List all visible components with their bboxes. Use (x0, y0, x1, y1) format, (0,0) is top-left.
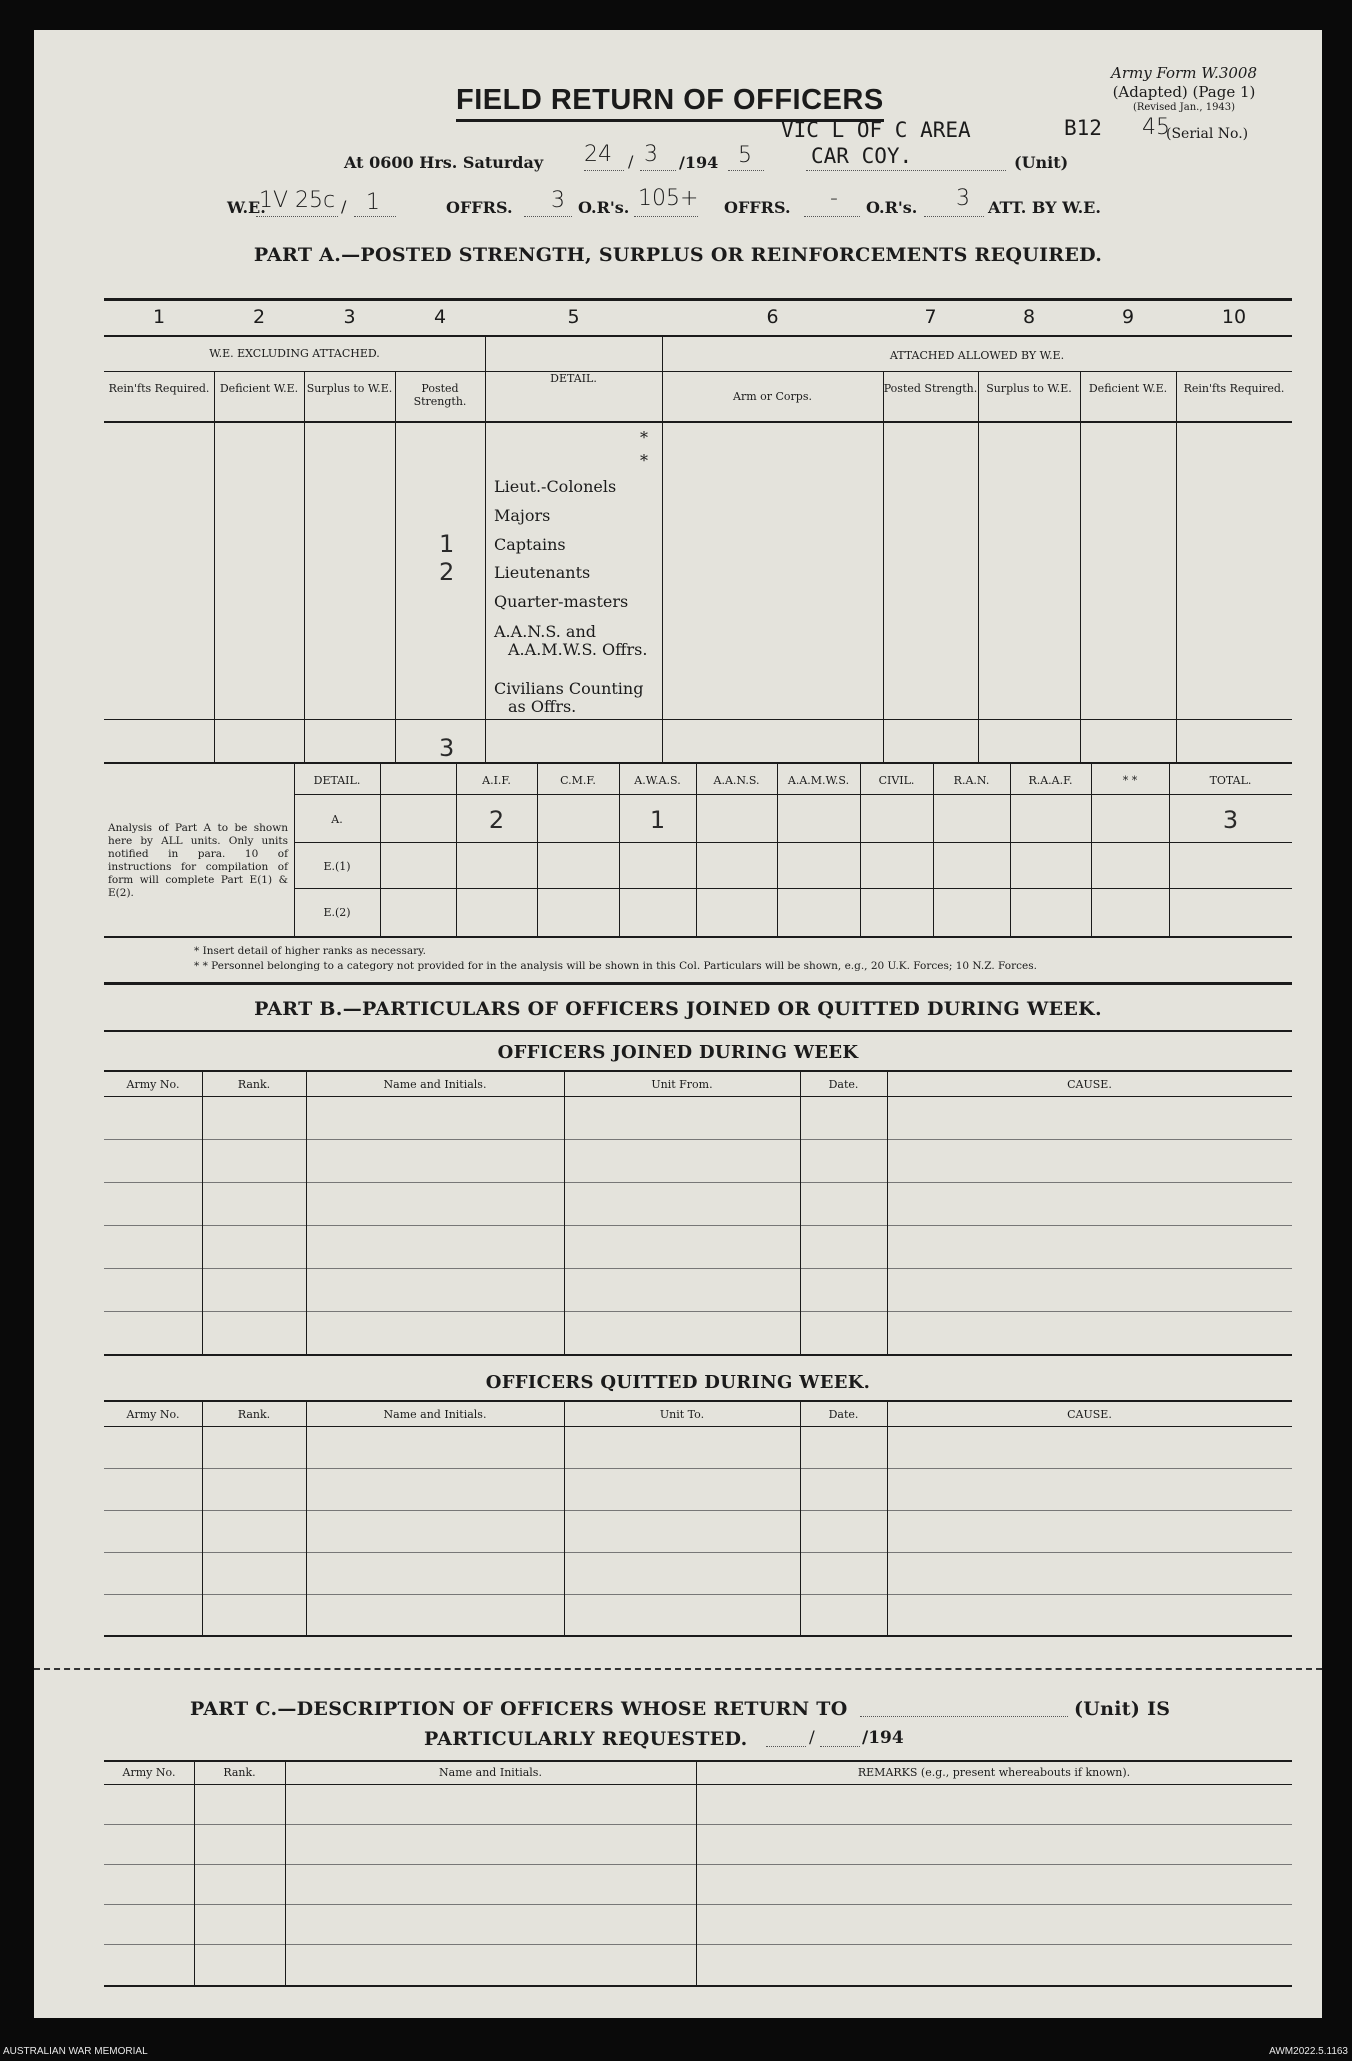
an-a-total-value: 3 (1222, 806, 1239, 834)
quitted-col-rank: Rank. (237, 1408, 271, 1421)
year-prefix: /194 (679, 153, 719, 172)
joined-heading: OFFICERS JOINED DURING WEEK (497, 1042, 859, 1063)
asterisk-2: * (640, 451, 648, 470)
part-c-col-name: Name and Initials. (439, 1766, 542, 1779)
an-row-e1: E.(1) (323, 860, 351, 873)
col-num-8: 8 (1022, 306, 1036, 328)
part-c-heading-unit: (Unit) IS (1074, 1698, 1171, 1720)
joined-col-unit: Unit From. (651, 1078, 713, 1091)
col-num-9: 9 (1121, 306, 1135, 328)
an-h-other: * * (1122, 774, 1138, 787)
ors-label: O.R's. (578, 198, 630, 217)
an-row-a: A. (331, 813, 343, 826)
we-slash: / (341, 197, 347, 216)
col-num-6: 6 (766, 306, 779, 328)
asterisk-1: * (640, 428, 648, 447)
army-form-label: Army Form W.3008 (1111, 64, 1257, 82)
quitted-col-date: Date. (828, 1408, 859, 1421)
ors2-value: 3 (956, 186, 970, 211)
col-num-2: 2 (252, 306, 266, 328)
col-num-5: 5 (567, 306, 580, 328)
quitted-col-name: Name and Initials. (383, 1408, 487, 1421)
h-deficient2: Deficient W.E. (1088, 382, 1168, 395)
h-arm: Arm or Corps. (733, 390, 812, 403)
col-num-7: 7 (924, 306, 937, 328)
footer-left: AUSTRALIAN WAR MEMORIAL (3, 2046, 148, 2057)
attached-allowed-header: ATTACHED ALLOWED BY W.E. (889, 349, 1065, 362)
an-h-aans: A.A.N.S. (713, 774, 760, 787)
part-b-heading: PART B.—PARTICULARS OF OFFICERS JOINED OR QUITTED DURING WEEK. (254, 998, 1102, 1020)
ors2-label: O.R's. (866, 198, 918, 217)
joined-col-rank: Rank. (237, 1078, 271, 1091)
we-value: 1V 25c (259, 188, 336, 213)
quitted-heading: OFFICERS QUITTED DURING WEEK. (485, 1372, 871, 1393)
footnote-1: * Insert detail of higher ranks as necessary. (194, 945, 426, 957)
an-h-aif: A.I.F. (482, 774, 511, 787)
an-h-awas: A.W.A.S. (634, 774, 681, 787)
day-value: 24 (584, 142, 612, 167)
col-num-3: 3 (343, 306, 356, 328)
col-num-10: 10 (1221, 306, 1247, 328)
rank-lt-col: Lieut.-Colonels (494, 477, 617, 496)
we-label: W.E. (227, 198, 266, 217)
captains-posted: 1 (439, 530, 455, 558)
an-h-aamws: A.A.M.W.S. (787, 774, 850, 787)
joined-col-date: Date. (828, 1078, 859, 1091)
an-h-detail: DETAIL. (313, 774, 361, 787)
part-c-date-year: /194 (862, 1728, 904, 1748)
offrs2-value: - (830, 186, 838, 211)
an-a-aif-value: 2 (488, 806, 505, 834)
rank-captains: Captains (494, 535, 566, 554)
h-posted: Posted Strength. (413, 382, 467, 408)
col-num-1: 1 (152, 306, 166, 328)
part-c-heading-2: PARTICULARLY REQUESTED. (424, 1728, 748, 1750)
date-slash: / (628, 152, 634, 171)
rank-majors: Majors (494, 506, 551, 525)
month-value: 3 (644, 142, 658, 167)
h-surplus2: Surplus to W.E. (986, 382, 1072, 395)
quitted-col-cause: CAUSE. (1067, 1408, 1112, 1421)
form-title: FIELD RETURN OF OFFICERS (456, 84, 884, 122)
offrs-value: 3 (551, 188, 565, 213)
an-h-total: TOTAL. (1209, 774, 1252, 787)
perforation-line (34, 1668, 1322, 1670)
form-page (34, 30, 1322, 2018)
an-h-civil: CIVIL. (878, 774, 915, 787)
we-excluding-header: W.E. EXCLUDING ATTACHED. (209, 347, 380, 360)
an-a-awas-value: 1 (649, 806, 666, 834)
detail-header: DETAIL. (550, 372, 597, 385)
part-c-col-rank: Rank. (223, 1766, 256, 1779)
part-c-heading-1: PART C.—DESCRIPTION OF OFFICERS WHOSE RETURN TO (190, 1698, 848, 1720)
ors-value: 105+ (638, 186, 699, 211)
footnote-2: * * Personnel belonging to a category not provided for in the analysis will be shown in this Col. Particulars will be shown, e.g., 20 U.K. Forces; 10 N.Z. Forces. (194, 960, 1037, 972)
quitted-col-unit: Unit To. (659, 1408, 705, 1421)
area-stamp: VIC L OF C AREA (781, 118, 971, 142)
offrs2-label: OFFRS. (724, 198, 791, 217)
an-h-ran: R.A.N. (953, 774, 990, 787)
offrs-label: OFFRS. (446, 198, 513, 217)
part-c-col-remarks: REMARKS (e.g., present whereabouts if known). (857, 1766, 1131, 1779)
part-c-date-sep: / (809, 1728, 815, 1748)
rank-lieutenants: Lieutenants (494, 563, 591, 582)
lieutenants-posted: 2 (439, 558, 455, 586)
col-num-4: 4 (433, 306, 447, 328)
rank-civ-1: Civilians Counting (494, 679, 644, 698)
an-row-e2: E.(2) (323, 906, 351, 919)
an-h-cmf: C.M.F. (560, 774, 596, 787)
h-reinfts: Rein'fts Required. (108, 382, 210, 395)
total-posted: 3 (439, 734, 455, 762)
unit-label: (Unit) (1014, 153, 1069, 172)
serial-number: 45 (1142, 115, 1170, 140)
h-reinfts2: Rein'fts Required. (1183, 382, 1285, 395)
year-digit: 5 (738, 143, 752, 168)
att-label: ATT. BY W.E. (988, 198, 1101, 217)
serial-prefix: B12 (1064, 116, 1102, 140)
joined-col-name: Name and Initials. (383, 1078, 487, 1091)
we-sub: 1 (366, 190, 380, 215)
adapted-label: (Adapted) (Page 1) (1112, 83, 1256, 101)
rank-aans-1: A.A.N.S. and (494, 622, 596, 641)
revised-label: (Revised Jan., 1943) (1132, 102, 1236, 113)
h-deficient: Deficient W.E. (219, 382, 299, 395)
unit-stamp: CAR COY. (811, 144, 913, 168)
part-a-heading: PART A.—POSTED STRENGTH, SURPLUS OR REINFORCEMENTS REQUIRED. (253, 244, 1103, 266)
at-label: At 0600 Hrs. Saturday (344, 153, 544, 172)
an-h-raaf: R.A.A.F. (1028, 774, 1073, 787)
footer-right: AWM2022.5.1163 (1269, 2046, 1348, 2057)
h-surplus: Surplus to W.E. (306, 382, 393, 395)
rank-aans-2: A.A.M.W.S. Offrs. (508, 640, 648, 659)
h-posted2: Posted Strength. (883, 382, 978, 395)
quitted-col-army: Army No. (126, 1408, 180, 1421)
analysis-note: Analysis of Part A to be shown here by ALL units. Only units notified in para. 10 of instructions for compilation of form will complete Part E(1) & E(2). (108, 822, 288, 899)
serial-label: (Serial No.) (1166, 126, 1249, 142)
rank-qm: Quarter-masters (494, 592, 629, 611)
part-c-col-army: Army No. (122, 1766, 176, 1779)
joined-col-cause: CAUSE. (1067, 1078, 1112, 1091)
joined-col-army: Army No. (126, 1078, 180, 1091)
rank-civ-2: as Offrs. (508, 697, 577, 716)
